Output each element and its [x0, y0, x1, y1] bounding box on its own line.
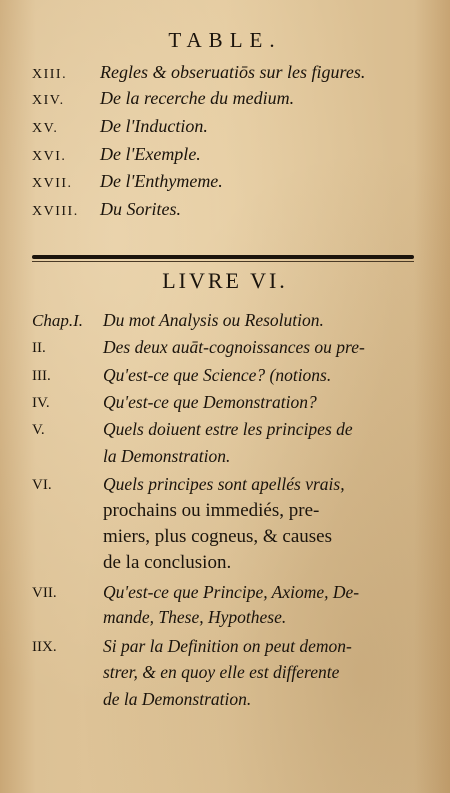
chapter-line: Si par la Definition on peut demon- [103, 636, 352, 656]
table-entry [0, 62, 450, 88]
chapter-line: Qu'est-ce que Science? (notions. [103, 365, 332, 385]
chapter-number: IV. [32, 395, 50, 411]
chapter-line: Quels principes sont apellés vrais, [103, 474, 345, 494]
chapter-number: III. [32, 368, 51, 384]
entry-number: XIV. [32, 93, 65, 108]
page-footer-margin [0, 730, 450, 793]
entry-number: XVII. [32, 176, 73, 191]
chapter-number: IIX. [32, 639, 57, 655]
chapter-line: la Demonstration. [103, 446, 231, 466]
table-entry [0, 199, 450, 225]
book-title: LIVRE VI. [162, 268, 288, 293]
chapter-line: Du mot Analysis ou Resolution. [103, 310, 324, 330]
entry-number: XIII. [32, 67, 68, 82]
entry-number: XVI. [32, 149, 67, 164]
section-rule [32, 255, 414, 259]
chapter-line: mande, These, Hypothese. [103, 607, 287, 627]
table-entry [0, 116, 450, 142]
chapter-line: prochains ou immediés, pre- [103, 500, 320, 521]
entry-text: De l'Induction. [100, 116, 208, 136]
chapter-line: Qu'est-ce que Demonstration? [103, 392, 317, 412]
entry-text: De l'Enthymeme. [100, 171, 223, 191]
chapter-line: Quels doiuent estre les principes de [103, 419, 353, 439]
chapter-line: miers, plus cogneus, & causes [103, 526, 333, 547]
chapter-number: Chap.I. [32, 311, 83, 330]
chapter-number: VII. [32, 585, 57, 601]
page-header: TABLE. [168, 28, 282, 52]
chapter-number: V. [32, 422, 45, 438]
section-rule-thin [32, 261, 414, 262]
table-entry [0, 171, 450, 197]
entry-text: Du Sorites. [100, 199, 181, 219]
table-entry [0, 88, 450, 114]
entry-text: Regles & obseruatiōs sur les figures. [100, 62, 366, 82]
chapter-number: VI. [32, 477, 52, 493]
chapter-line: Des deux auāt-cognoissances ou pre- [103, 337, 365, 357]
chapter-line: Qu'est-ce que Principe, Axiome, De- [103, 582, 360, 602]
entry-number: XV. [32, 121, 59, 136]
entry-text: De la recerche du medium. [100, 88, 295, 108]
chapter-number: II. [32, 340, 46, 356]
table-entry [0, 144, 450, 170]
entry-number: XVIII. [32, 204, 79, 219]
chapter-line: strer, & en quoy elle est differente [103, 662, 340, 682]
chapter-line: de la conclusion. [103, 552, 232, 573]
entry-text: De l'Exemple. [100, 144, 201, 164]
chapter-line: de la Demonstration. [103, 689, 252, 709]
